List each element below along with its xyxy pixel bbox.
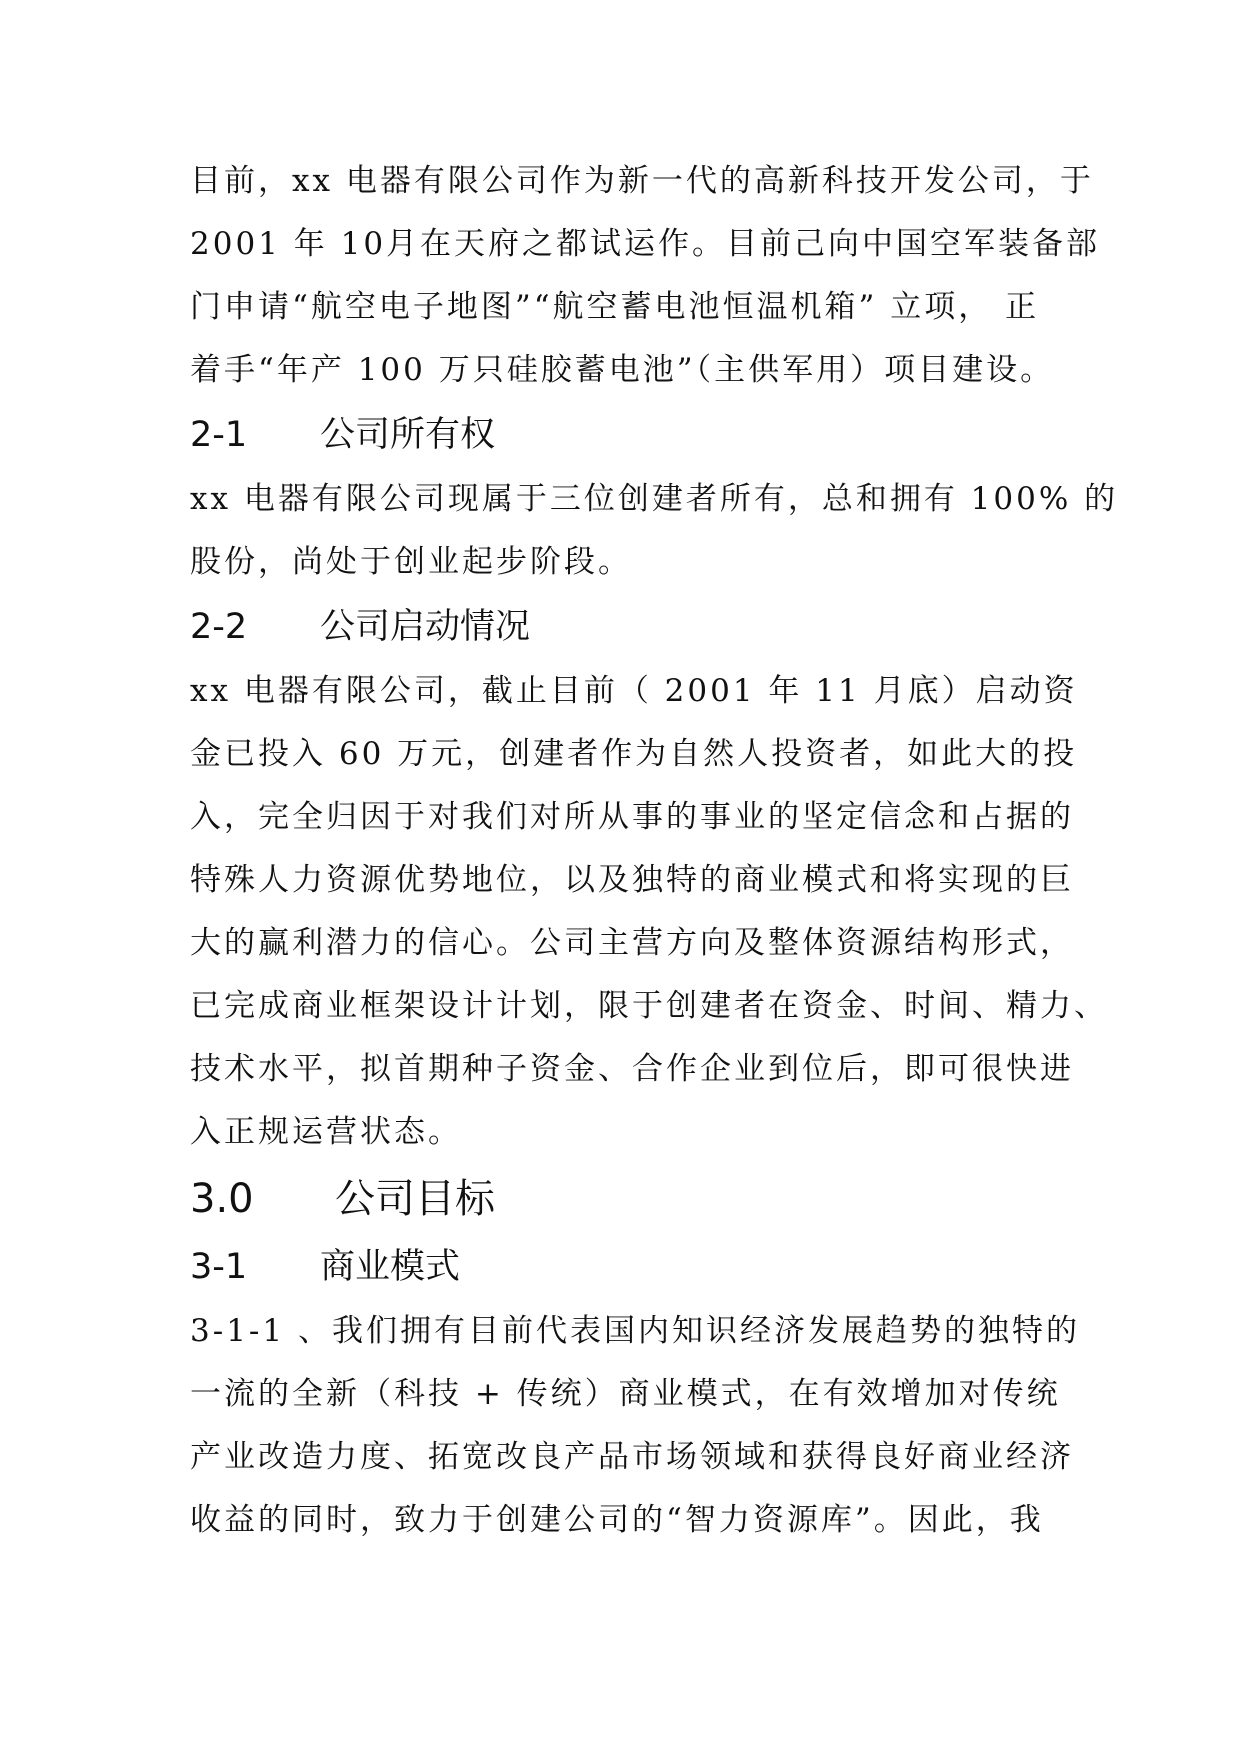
section-2-1-paragraph — [190, 468, 1119, 594]
section-number: 3.0 — [190, 1176, 254, 1222]
text-line: 门申请“航空电子地图”“航空蓄电池恒温机箱” 立项， 正 — [190, 289, 1040, 325]
section-number: 3-1 — [190, 1247, 248, 1287]
text-line: xx 电器有限公司现属于三位创建者所有，总和拥有 100% 的 — [190, 481, 1119, 517]
text-line: 大的赢利潜力的信心。公司主营方向及整体资源结构形式， — [190, 925, 1074, 961]
section-heading-3-0 — [190, 1164, 1070, 1234]
section-3-1-paragraph — [190, 1300, 1080, 1552]
document-page — [190, 150, 1119, 1552]
text-line: 着手“年产 100 万只硅胶蓄电池”（主供军用）项目建设。 — [190, 352, 1055, 388]
text-line: 入正规运营状态。 — [190, 1114, 462, 1150]
text-line: 3-1-1 、我们拥有目前代表国内知识经济发展趋势的独特的 — [190, 1313, 1080, 1349]
section-title: 商业模式 — [320, 1247, 461, 1287]
text-line: 收益的同时，致力于创建公司的“智力资源库”。因此，我 — [190, 1502, 1044, 1538]
text-line: xx 电器有限公司，截止目前（ 2001 年 11 月底）启动资 — [190, 673, 1078, 709]
section-number: 2-2 — [190, 607, 248, 647]
text-line: 一流的全新（科技 + 传统）商业模式，在有效增加对传统 — [190, 1376, 1061, 1412]
section-number: 2-1 — [190, 415, 248, 455]
section-heading-3-1 — [190, 1234, 1070, 1300]
text-line: 已完成商业框架设计计划，限于创建者在资金、时间、精力、 — [190, 988, 1108, 1024]
section-heading-2-1 — [190, 402, 1070, 468]
text-line: 金已投入 60 万元，创建者作为自然人投资者，如此大的投 — [190, 736, 1078, 772]
text-line: 特殊人力资源优势地位，以及独特的商业模式和将实现的巨 — [190, 862, 1074, 898]
section-title: 公司启动情况 — [320, 607, 531, 647]
text-line: 目前，xx 电器有限公司作为新一代的高新科技开发公司，于 — [190, 163, 1094, 199]
text-line: 产业改造力度、拓宽改良产品市场领域和获得良好商业经济 — [190, 1439, 1074, 1475]
text-line: 2001 年 10月在天府之都试运作。目前己向中国空军装备部 — [190, 226, 1101, 262]
text-line: 技术水平，拟首期种子资金、合作企业到位后，即可很快进 — [190, 1051, 1074, 1087]
section-title: 公司所有权 — [320, 415, 496, 455]
text-line: 入，完全归因于对我们对所从事的事业的坚定信念和占据的 — [190, 799, 1074, 835]
section-2-2-paragraph — [190, 660, 1108, 1164]
section-title: 公司目标 — [335, 1176, 495, 1222]
intro-paragraph — [190, 150, 1101, 402]
text-line: 股份，尚处于创业起步阶段。 — [190, 544, 632, 580]
section-heading-2-2 — [190, 594, 1070, 660]
